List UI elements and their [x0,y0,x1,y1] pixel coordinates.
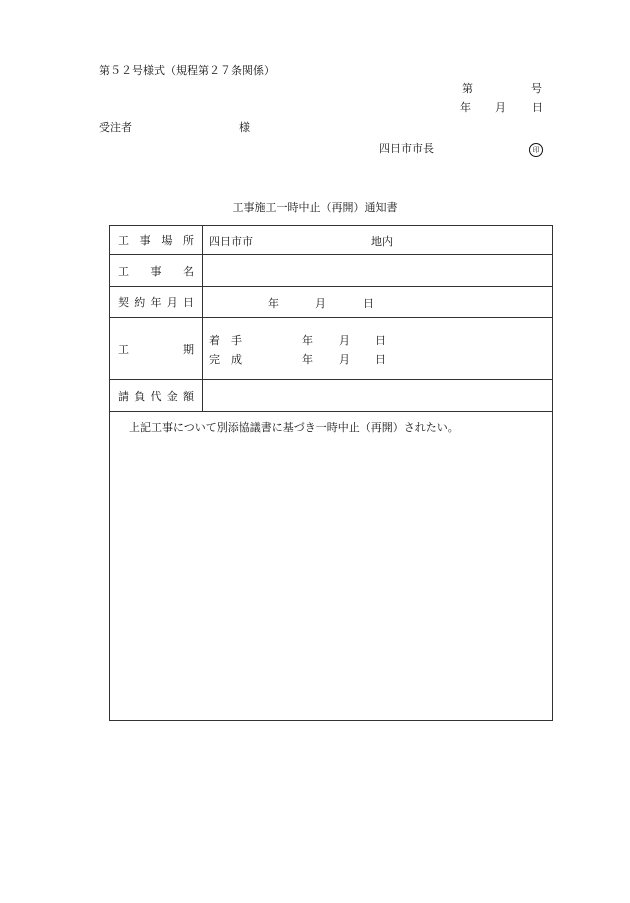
row-period [110,318,552,380]
amount-field[interactable] [203,380,552,411]
contract-date-field[interactable] [203,287,552,317]
date-year: 年 [460,101,471,114]
row-amount [110,380,552,411]
info-table [109,225,553,412]
name-field[interactable] [203,255,552,286]
contract-month: 月 [315,297,326,310]
contract-year: 年 [268,297,279,310]
contract-day: 日 [363,297,374,310]
form-number: 第５２号様式（規程第２７条関係） [99,64,275,77]
location-label: 工 事 場 所 [118,234,194,247]
doc-no-prefix: 第 [462,82,473,95]
date-day: 日 [532,101,543,114]
end-day: 日 [375,353,386,366]
location-prefix: 四日市市 [209,235,253,248]
location-suffix: 地内 [371,235,393,248]
issuer-name: 四日市市長 [379,142,434,155]
period-label: 工 期 [118,342,194,356]
row-contract-date [110,287,552,318]
notice-box [109,411,553,721]
date-month: 月 [495,101,506,114]
notice-text: 上記工事について別添協議書に基づき一時中止（再開）されたい。 [129,421,459,434]
start-month: 月 [339,334,350,347]
recipient-honorific: 様 [239,121,250,134]
start-day: 日 [375,334,386,347]
contract-date-label: 契 約 年 月 日 [118,296,194,309]
doc-no-suffix: 号 [531,82,542,95]
row-name [110,255,552,287]
page-title: 工事施工一時中止（再開）通知書 [232,201,398,214]
name-label: 工 事 名 [118,264,194,278]
amount-label: 請 負 代 金 額 [118,389,194,403]
start-year: 年 [302,334,313,347]
period-field[interactable] [203,318,552,379]
start-label: 着 手 [209,334,242,347]
row-location [110,226,552,255]
seal-icon: 印 [529,142,543,157]
location-field[interactable] [203,226,552,254]
end-year: 年 [302,353,313,366]
recipient-label: 受注者 [99,121,132,134]
end-month: 月 [339,353,350,366]
end-label: 完 成 [209,353,242,366]
